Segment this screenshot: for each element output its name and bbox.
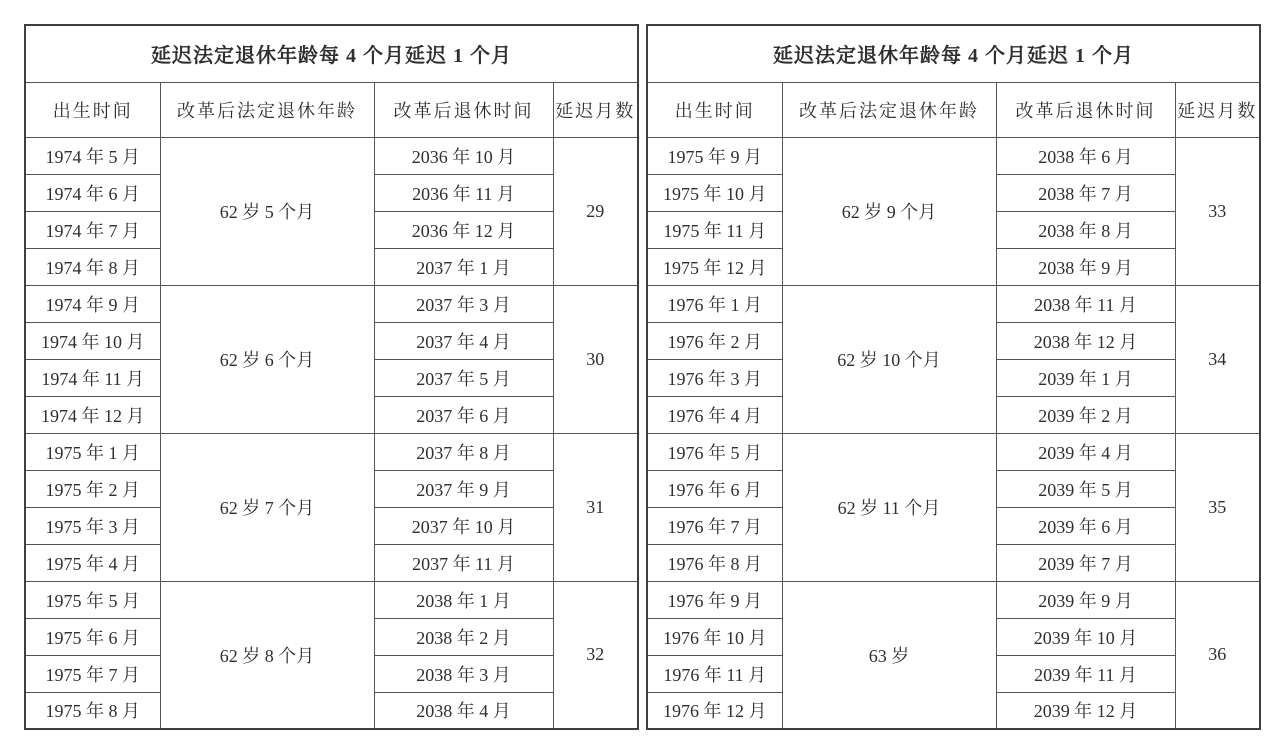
birth-month-cell: 1974 年 11 月 bbox=[25, 359, 160, 396]
col-header-birth-time: 出生时间 bbox=[647, 82, 782, 137]
retirement-age-cell: 62 岁 5 个月 bbox=[160, 137, 374, 285]
col-header-retirement-time: 改革后退休时间 bbox=[996, 82, 1175, 137]
retirement-age-cell: 62 岁 9 个月 bbox=[782, 137, 996, 285]
retirement-time-cell: 2036 年 11 月 bbox=[374, 174, 553, 211]
table-row bbox=[25, 581, 638, 618]
delay-months-cell: 34 bbox=[1175, 285, 1260, 433]
table-header-row bbox=[647, 82, 1260, 137]
retirement-age-cell: 62 岁 10 个月 bbox=[782, 285, 996, 433]
birth-month-cell: 1976 年 9 月 bbox=[647, 581, 782, 618]
retirement-time-cell: 2039 年 12 月 bbox=[996, 692, 1175, 729]
retirement-time-cell: 2037 年 11 月 bbox=[374, 544, 553, 581]
retirement-time-cell: 2038 年 11 月 bbox=[996, 285, 1175, 322]
retirement-time-cell: 2038 年 7 月 bbox=[996, 174, 1175, 211]
retirement-time-cell: 2037 年 4 月 bbox=[374, 322, 553, 359]
table-title: 延迟法定退休年龄每 4 个月延迟 1 个月 bbox=[25, 25, 638, 82]
birth-month-cell: 1975 年 4 月 bbox=[25, 544, 160, 581]
retirement-age-cell: 63 岁 bbox=[782, 581, 996, 729]
birth-month-cell: 1976 年 7 月 bbox=[647, 507, 782, 544]
retirement-time-cell: 2039 年 1 月 bbox=[996, 359, 1175, 396]
birth-month-cell: 1976 年 2 月 bbox=[647, 322, 782, 359]
retirement-time-cell: 2037 年 9 月 bbox=[374, 470, 553, 507]
birth-month-cell: 1974 年 10 月 bbox=[25, 322, 160, 359]
retirement-time-cell: 2038 年 8 月 bbox=[996, 211, 1175, 248]
birth-month-cell: 1974 年 8 月 bbox=[25, 248, 160, 285]
col-header-birth-time: 出生时间 bbox=[25, 82, 160, 137]
table-row bbox=[647, 433, 1260, 470]
birth-month-cell: 1975 年 6 月 bbox=[25, 618, 160, 655]
retirement-time-cell: 2037 年 3 月 bbox=[374, 285, 553, 322]
retirement-time-cell: 2038 年 4 月 bbox=[374, 692, 553, 729]
retirement-time-cell: 2036 年 10 月 bbox=[374, 137, 553, 174]
delay-months-cell: 30 bbox=[553, 285, 638, 433]
table-title: 延迟法定退休年龄每 4 个月延迟 1 个月 bbox=[647, 25, 1260, 82]
delay-months-cell: 29 bbox=[553, 137, 638, 285]
birth-month-cell: 1976 年 10 月 bbox=[647, 618, 782, 655]
retirement-table-right bbox=[646, 24, 1261, 730]
birth-month-cell: 1976 年 11 月 bbox=[647, 655, 782, 692]
birth-month-cell: 1974 年 5 月 bbox=[25, 137, 160, 174]
delay-months-cell: 35 bbox=[1175, 433, 1260, 581]
table-row bbox=[25, 433, 638, 470]
retirement-time-cell: 2039 年 4 月 bbox=[996, 433, 1175, 470]
birth-month-cell: 1975 年 10 月 bbox=[647, 174, 782, 211]
table-row bbox=[25, 285, 638, 322]
table-title-row bbox=[647, 25, 1260, 82]
table-header-row bbox=[25, 82, 638, 137]
retirement-time-cell: 2037 年 10 月 bbox=[374, 507, 553, 544]
delay-months-cell: 36 bbox=[1175, 581, 1260, 729]
table-row bbox=[647, 581, 1260, 618]
delay-months-cell: 32 bbox=[553, 581, 638, 729]
birth-month-cell: 1975 年 1 月 bbox=[25, 433, 160, 470]
birth-month-cell: 1975 年 9 月 bbox=[647, 137, 782, 174]
birth-month-cell: 1975 年 7 月 bbox=[25, 655, 160, 692]
retirement-time-cell: 2039 年 9 月 bbox=[996, 581, 1175, 618]
birth-month-cell: 1976 年 4 月 bbox=[647, 396, 782, 433]
col-header-delay-months: 延迟月数 bbox=[553, 82, 638, 137]
birth-month-cell: 1975 年 2 月 bbox=[25, 470, 160, 507]
retirement-age-cell: 62 岁 11 个月 bbox=[782, 433, 996, 581]
table-row bbox=[647, 137, 1260, 174]
birth-month-cell: 1975 年 5 月 bbox=[25, 581, 160, 618]
retirement-time-cell: 2036 年 12 月 bbox=[374, 211, 553, 248]
col-header-retirement-time: 改革后退休时间 bbox=[374, 82, 553, 137]
col-header-statutory-retirement-age: 改革后法定退休年龄 bbox=[782, 82, 996, 137]
col-header-statutory-retirement-age: 改革后法定退休年龄 bbox=[160, 82, 374, 137]
retirement-time-cell: 2039 年 11 月 bbox=[996, 655, 1175, 692]
retirement-age-cell: 62 岁 8 个月 bbox=[160, 581, 374, 729]
birth-month-cell: 1976 年 6 月 bbox=[647, 470, 782, 507]
birth-month-cell: 1974 年 12 月 bbox=[25, 396, 160, 433]
retirement-time-cell: 2038 年 6 月 bbox=[996, 137, 1175, 174]
delay-months-cell: 33 bbox=[1175, 137, 1260, 285]
birth-month-cell: 1975 年 8 月 bbox=[25, 692, 160, 729]
birth-month-cell: 1975 年 3 月 bbox=[25, 507, 160, 544]
birth-month-cell: 1974 年 6 月 bbox=[25, 174, 160, 211]
col-header-delay-months: 延迟月数 bbox=[1175, 82, 1260, 137]
retirement-time-cell: 2038 年 1 月 bbox=[374, 581, 553, 618]
delay-months-cell: 31 bbox=[553, 433, 638, 581]
retirement-time-cell: 2039 年 10 月 bbox=[996, 618, 1175, 655]
table-body-right bbox=[647, 137, 1260, 729]
retirement-time-cell: 2038 年 3 月 bbox=[374, 655, 553, 692]
retirement-age-cell: 62 岁 7 个月 bbox=[160, 433, 374, 581]
retirement-time-cell: 2038 年 9 月 bbox=[996, 248, 1175, 285]
retirement-time-cell: 2037 年 6 月 bbox=[374, 396, 553, 433]
retirement-time-cell: 2039 年 6 月 bbox=[996, 507, 1175, 544]
birth-month-cell: 1976 年 5 月 bbox=[647, 433, 782, 470]
retirement-table-left bbox=[24, 24, 639, 730]
retirement-time-cell: 2037 年 5 月 bbox=[374, 359, 553, 396]
table-body-left bbox=[25, 137, 638, 729]
birth-month-cell: 1976 年 3 月 bbox=[647, 359, 782, 396]
retirement-time-cell: 2037 年 1 月 bbox=[374, 248, 553, 285]
table-row bbox=[25, 137, 638, 174]
retirement-age-cell: 62 岁 6 个月 bbox=[160, 285, 374, 433]
birth-month-cell: 1974 年 9 月 bbox=[25, 285, 160, 322]
retirement-time-cell: 2039 年 2 月 bbox=[996, 396, 1175, 433]
retirement-time-cell: 2037 年 8 月 bbox=[374, 433, 553, 470]
retirement-time-cell: 2038 年 2 月 bbox=[374, 618, 553, 655]
birth-month-cell: 1974 年 7 月 bbox=[25, 211, 160, 248]
table-row bbox=[647, 285, 1260, 322]
retirement-time-cell: 2039 年 7 月 bbox=[996, 544, 1175, 581]
birth-month-cell: 1976 年 8 月 bbox=[647, 544, 782, 581]
birth-month-cell: 1976 年 1 月 bbox=[647, 285, 782, 322]
table-title-row bbox=[25, 25, 638, 82]
retirement-time-cell: 2038 年 12 月 bbox=[996, 322, 1175, 359]
birth-month-cell: 1975 年 11 月 bbox=[647, 211, 782, 248]
birth-month-cell: 1976 年 12 月 bbox=[647, 692, 782, 729]
birth-month-cell: 1975 年 12 月 bbox=[647, 248, 782, 285]
retirement-time-cell: 2039 年 5 月 bbox=[996, 470, 1175, 507]
